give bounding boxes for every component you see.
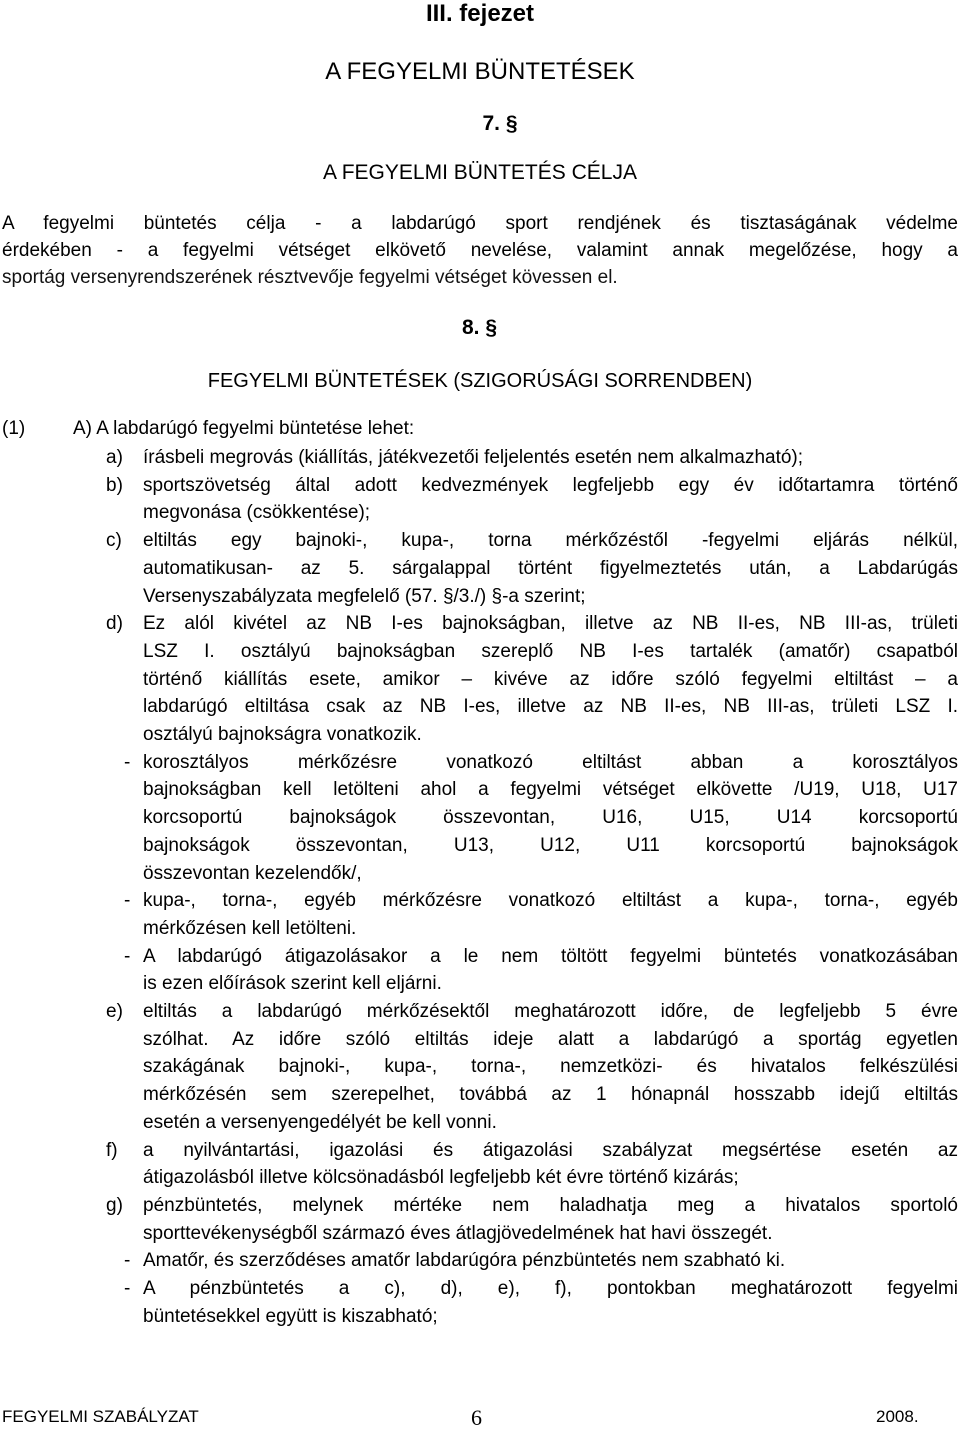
- list-item-line: LSZ I. osztályú bajnokságban szereplő NB I-es tartalék (amatőr) csapatból: [143, 640, 958, 662]
- list-item-line: korcsoportú bajnokságok összevontan, U16, U15, U14 korcsoportú: [143, 807, 958, 829]
- list-item-line: esetén a versenyengedélyét be kell vonni.: [143, 1111, 497, 1133]
- list-item-label: -: [124, 1278, 131, 1299]
- list-item-line: A labdarúgó átigazolásakor a le nem töltött fegyelmi büntetés vonatkozásában: [143, 945, 958, 967]
- list-item-line: pénzbüntetés, melynek mértéke nem haladhatja meg a hivatalos sportoló: [143, 1194, 958, 1216]
- chapter-title: A FEGYELMI BÜNTETÉSEK: [325, 58, 635, 85]
- list-item-line: A pénzbüntetés a c), d), e), f), pontokban meghatározott fegyelmi: [143, 1278, 958, 1299]
- list-intro: A) A labdarúgó fegyelmi büntetése lehet:: [73, 418, 415, 439]
- list-item-label: f): [106, 1139, 118, 1161]
- list-item-line: büntetésekkel együtt is kiszabható;: [143, 1305, 438, 1327]
- list-item-line: sportszövetség által adott kedvezmények legfeljebb egy év időtartamra történő: [143, 474, 958, 496]
- paragraph-number: (1): [2, 418, 26, 439]
- list-item-label: e): [106, 1001, 123, 1022]
- list-item-line: korosztályos mérkőzésre vonatkozó eltiltást abban a korosztályos: [143, 751, 958, 773]
- list-item-label: -: [124, 751, 131, 773]
- list-item-line: eltiltás a labdarúgó mérkőzésektől meghatározott időre, de legfeljebb 5 évre: [143, 1001, 958, 1022]
- list-item-label: d): [106, 613, 123, 635]
- list-item-line: bajnokságok összevontan, U13, U12, U11 korcsoportú bajnokságok: [143, 834, 958, 856]
- list-item-line: Versenyszabályzata megfelelő (57. §/3./) §-a szerint;: [143, 585, 586, 607]
- list-item-line: írásbeli megrovás (kiállítás, játékvezetői feljelentés esetén nem alkalmazható);: [143, 447, 804, 468]
- footer-year: 2008.: [876, 1407, 919, 1426]
- list-item-line: is ezen előírások szerint kell eljárni.: [143, 973, 442, 995]
- list-item-line: osztályú bajnokságra vonatkozik.: [143, 724, 422, 745]
- list-item-line: sporttevékenységből származó éves átlagjövedelmének hat havi összegét.: [143, 1222, 773, 1244]
- list-item-label: c): [106, 530, 122, 552]
- list-item-line: eltiltás egy bajnoki-, kupa-, torna mérkőzéstől -fegyelmi eljárás nélkül,: [143, 530, 958, 552]
- list-item-line: megvonása (csökkentése);: [143, 502, 371, 524]
- list-item-label: b): [106, 474, 123, 496]
- list-item-line: Amatőr, és szerződéses amatőr labdarúgóra pénzbüntetés nem szabható ki.: [143, 1250, 786, 1272]
- list-item-line: automatikusan- az 5. sárgalappal történt figyelmeztetés után, a Labdarúgás: [143, 557, 958, 579]
- paragraph-line: sportág versenyrendszerének résztvevője fegyelmi vétséget kövessen el.: [2, 267, 618, 288]
- chapter-number: III. fejezet: [425, 0, 535, 27]
- list-item-line: mérkőzésén sem szerepelhet, továbbá az 1 hónapnál hosszabb idejű eltiltás: [143, 1084, 958, 1106]
- footer-title: FEGYELMI SZABÁLYZAT: [2, 1407, 199, 1426]
- list-item-line: bajnokságban kell letölteni ahol a fegyelmi vétséget elkövette /U19, U18, U17: [143, 779, 958, 801]
- list-item-line: mérkőzésen kell letölteni.: [143, 917, 357, 939]
- list-item-line: átigazolásból illetve kölcsönadásból legfeljebb két évre történő kizárás;: [143, 1167, 739, 1189]
- list-item-line: összevontan kezelendők/,: [143, 862, 362, 884]
- paragraph-line: A fegyelmi büntetés célja - a labdarúgó sport rendjének és tisztaságának védelme: [2, 213, 958, 234]
- section-8-heading: FEGYELMI BÜNTETÉSEK (SZIGORÚSÁGI SORRENDBEN): [207, 370, 753, 392]
- list-item-line: kupa-, torna-, egyéb mérkőzésre vonatkozó eltiltást a kupa-, torna-, egyéb: [143, 890, 958, 912]
- list-item-label: g): [106, 1194, 123, 1216]
- list-item-line: történő kiállítás esete, amikor – kivéve az időre szóló fegyelmi eltiltást – a: [143, 668, 958, 690]
- list-item-line: szakágának bajnoki-, kupa-, torna-, nemzetközi- és hivatalos felkészülési: [143, 1056, 958, 1078]
- paragraph-line: érdekében - a fegyelmi vétséget elkövető nevelése, valamint annak megelőzése, hogy a: [2, 240, 958, 261]
- page-number: 6: [471, 1405, 482, 1430]
- section-7-number: 7. §: [482, 112, 518, 135]
- list-item-label: -: [124, 890, 131, 912]
- list-item-label: -: [124, 1250, 131, 1272]
- list-item-line: a nyilvántartási, igazolási és átigazolási szabályzat megsértése esetén az: [143, 1139, 958, 1161]
- list-item-line: labdarúgó eltiltása csak az NB I-es, illetve az NB II-es, NB III-as, trületi LSZ I.: [143, 696, 958, 718]
- list-item-line: szólhat. Az időre szóló eltiltás ideje alatt a labdarúgó a sportág egyetlen: [143, 1028, 958, 1050]
- section-7-heading: A FEGYELMI BÜNTETÉS CÉLJA: [323, 161, 637, 184]
- list-item-label: a): [106, 447, 123, 468]
- list-item-label: -: [124, 945, 131, 967]
- section-8-number: 8. §: [462, 316, 498, 339]
- list-item-line: Ez alól kivétel az NB I-es bajnokságban, illetve az NB II-es, NB III-as, trületi: [143, 613, 958, 635]
